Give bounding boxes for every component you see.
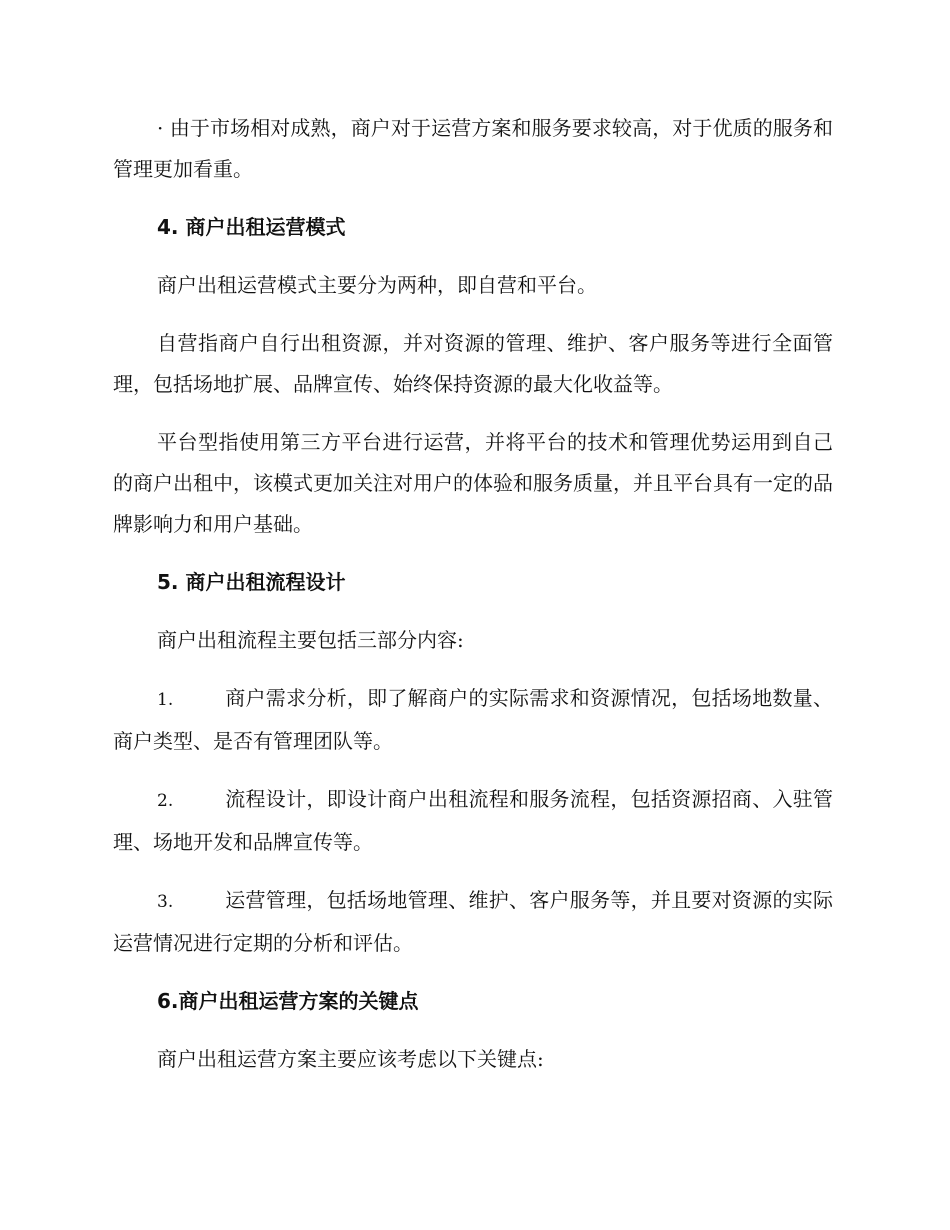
list-item-text: 运营管理，包括场地管理、维护、客户服务等，并且要对资源的实际运营情况进行定期的分析和评估。: [113, 888, 833, 955]
paragraph-platform: 平台型指使用第三方平台进行运营，并将平台的技术和管理优势运用到自己的商户出租中，该模式更加关注对用户的体验和服务质量，并且平台具有一定的品牌影响力和用户基础。: [113, 430, 833, 536]
paragraph-market-maturity: · 由于市场相对成熟，商户对于运营方案和服务要求较高，对于优质的服务和管理更加看重。: [113, 116, 833, 181]
list-item-text: 商户需求分析，即了解商户的实际需求和资源情况，包括场地数量、商户类型、是否有管理团队等。: [113, 686, 833, 753]
list-item: [113, 779, 833, 863]
list-item-number: 2.: [157, 791, 174, 811]
paragraph-key-points-intro: 商户出租运营方案主要应该考虑以下关键点:: [157, 1047, 544, 1071]
list-item-text: 流程设计，即设计商户出租流程和服务流程，包括资源招商、入驻管理、场地开发和品牌宣传等。: [113, 787, 833, 854]
list-item-number: 3.: [157, 892, 174, 912]
heading-key-points: 6.商户出租运营方案的关键点: [157, 989, 419, 1013]
heading-process-design: 5. 商户出租流程设计: [157, 570, 346, 594]
heading-operating-models: 4. 商户出租运营模式: [157, 215, 346, 239]
paragraph-models-intro: 商户出租运营模式主要分为两种，即自营和平台。: [157, 273, 597, 297]
paragraph-process-intro: 商户出租流程主要包括三部分内容:: [157, 628, 464, 652]
paragraph-self-operated: 自营指商户自行出租资源，并对资源的管理、维护、客户服务等进行全面管理，包括场地扩展、品牌宣传、始终保持资源的最大化收益等。: [113, 331, 833, 396]
list-item: [113, 880, 833, 964]
document-body: [113, 108, 833, 1097]
list-item: [113, 678, 833, 762]
list-item-number: 1.: [157, 690, 174, 710]
